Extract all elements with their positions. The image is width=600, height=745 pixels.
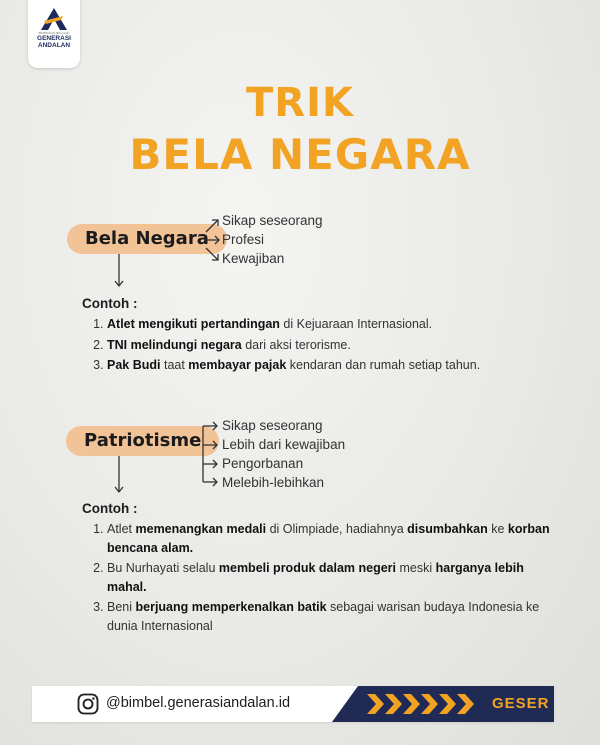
logo-name-line2: ANDALAN [37, 42, 71, 49]
swipe-cta-label[interactable]: GESER [492, 695, 550, 712]
instagram-handle[interactable]: @bimbel.generasiandalan.id [106, 695, 291, 711]
emphasis-text: disumbahkan [407, 522, 488, 536]
down-arrow-icon [113, 254, 125, 290]
emphasis-text: Atlet mengikuti pertandingan [107, 317, 280, 331]
example-text: ke [487, 522, 508, 536]
emphasis-text: memenangkan medali [135, 522, 267, 536]
footer-bar [32, 686, 554, 722]
example-text: sebagai warisan budaya Indonesia ke dunia Internasional [107, 600, 540, 633]
contoh-label: Contoh : [82, 296, 138, 311]
example-item [107, 336, 567, 355]
example-text: Atlet [107, 522, 136, 536]
emphasis-text: Pak Budi [107, 358, 161, 372]
contoh-label: Contoh : [82, 501, 138, 516]
branch-text: Profesi [222, 232, 265, 247]
branch-text: Pengorbanan [222, 456, 304, 471]
example-text: Bu Nurhayati selalu [107, 561, 219, 575]
term-pill-patriotisme: Patriotisme [66, 426, 219, 456]
brand-logo [28, 0, 80, 68]
branch-text: Sikap seseorang [222, 213, 323, 228]
emphasis-text: korban bencana alam. [107, 522, 550, 555]
logo-tagline: BIMBINGAN BELAJAR [38, 31, 70, 35]
emphasis-text: berjuang memperkenalkan batik [135, 600, 327, 614]
branch-text: Kewajiban [222, 251, 285, 266]
example-item [107, 315, 567, 334]
example-item [107, 559, 553, 596]
emphasis-text: membayar pajak [188, 358, 287, 372]
emphasis-text: harganya lebih mahal. [107, 561, 524, 594]
term-pill-bela-negara: Bela Negara [67, 224, 227, 254]
down-arrow-icon [113, 456, 125, 496]
example-text: Beni [107, 600, 136, 614]
page-title-line2: BELA NEGARA [129, 130, 471, 179]
chevrons-right-icon[interactable] [367, 694, 477, 714]
page-title-line1: TRIK [246, 80, 354, 126]
emphasis-text: membeli produk dalam negeri [218, 561, 397, 575]
example-item [107, 356, 567, 375]
instagram-icon[interactable] [77, 693, 99, 715]
logo-mark-icon [41, 8, 67, 30]
branch-text: Sikap seseorang [222, 418, 323, 433]
example-text: meski [396, 561, 436, 575]
example-list [89, 520, 553, 637]
example-list [89, 315, 567, 377]
bracket-arrows-icon [197, 418, 225, 488]
example-text: dari aksi terorisme. [241, 337, 351, 352]
example-text: taat [160, 358, 189, 372]
example-text: di Kejuaraan Internasional. [279, 317, 433, 331]
example-item [107, 598, 553, 635]
emphasis-text: TNI melindungi negara [107, 337, 242, 352]
example-text: di Olimpiade, hadiahnya [266, 522, 408, 536]
branch-text: Lebih dari kewajiban [222, 437, 346, 452]
logo-name-line1: GENERASI [37, 35, 71, 42]
branch-text: Melebih-lebihkan [222, 475, 325, 490]
example-text: kendaran dan rumah setiap tahun. [286, 358, 481, 372]
example-item [107, 520, 553, 557]
